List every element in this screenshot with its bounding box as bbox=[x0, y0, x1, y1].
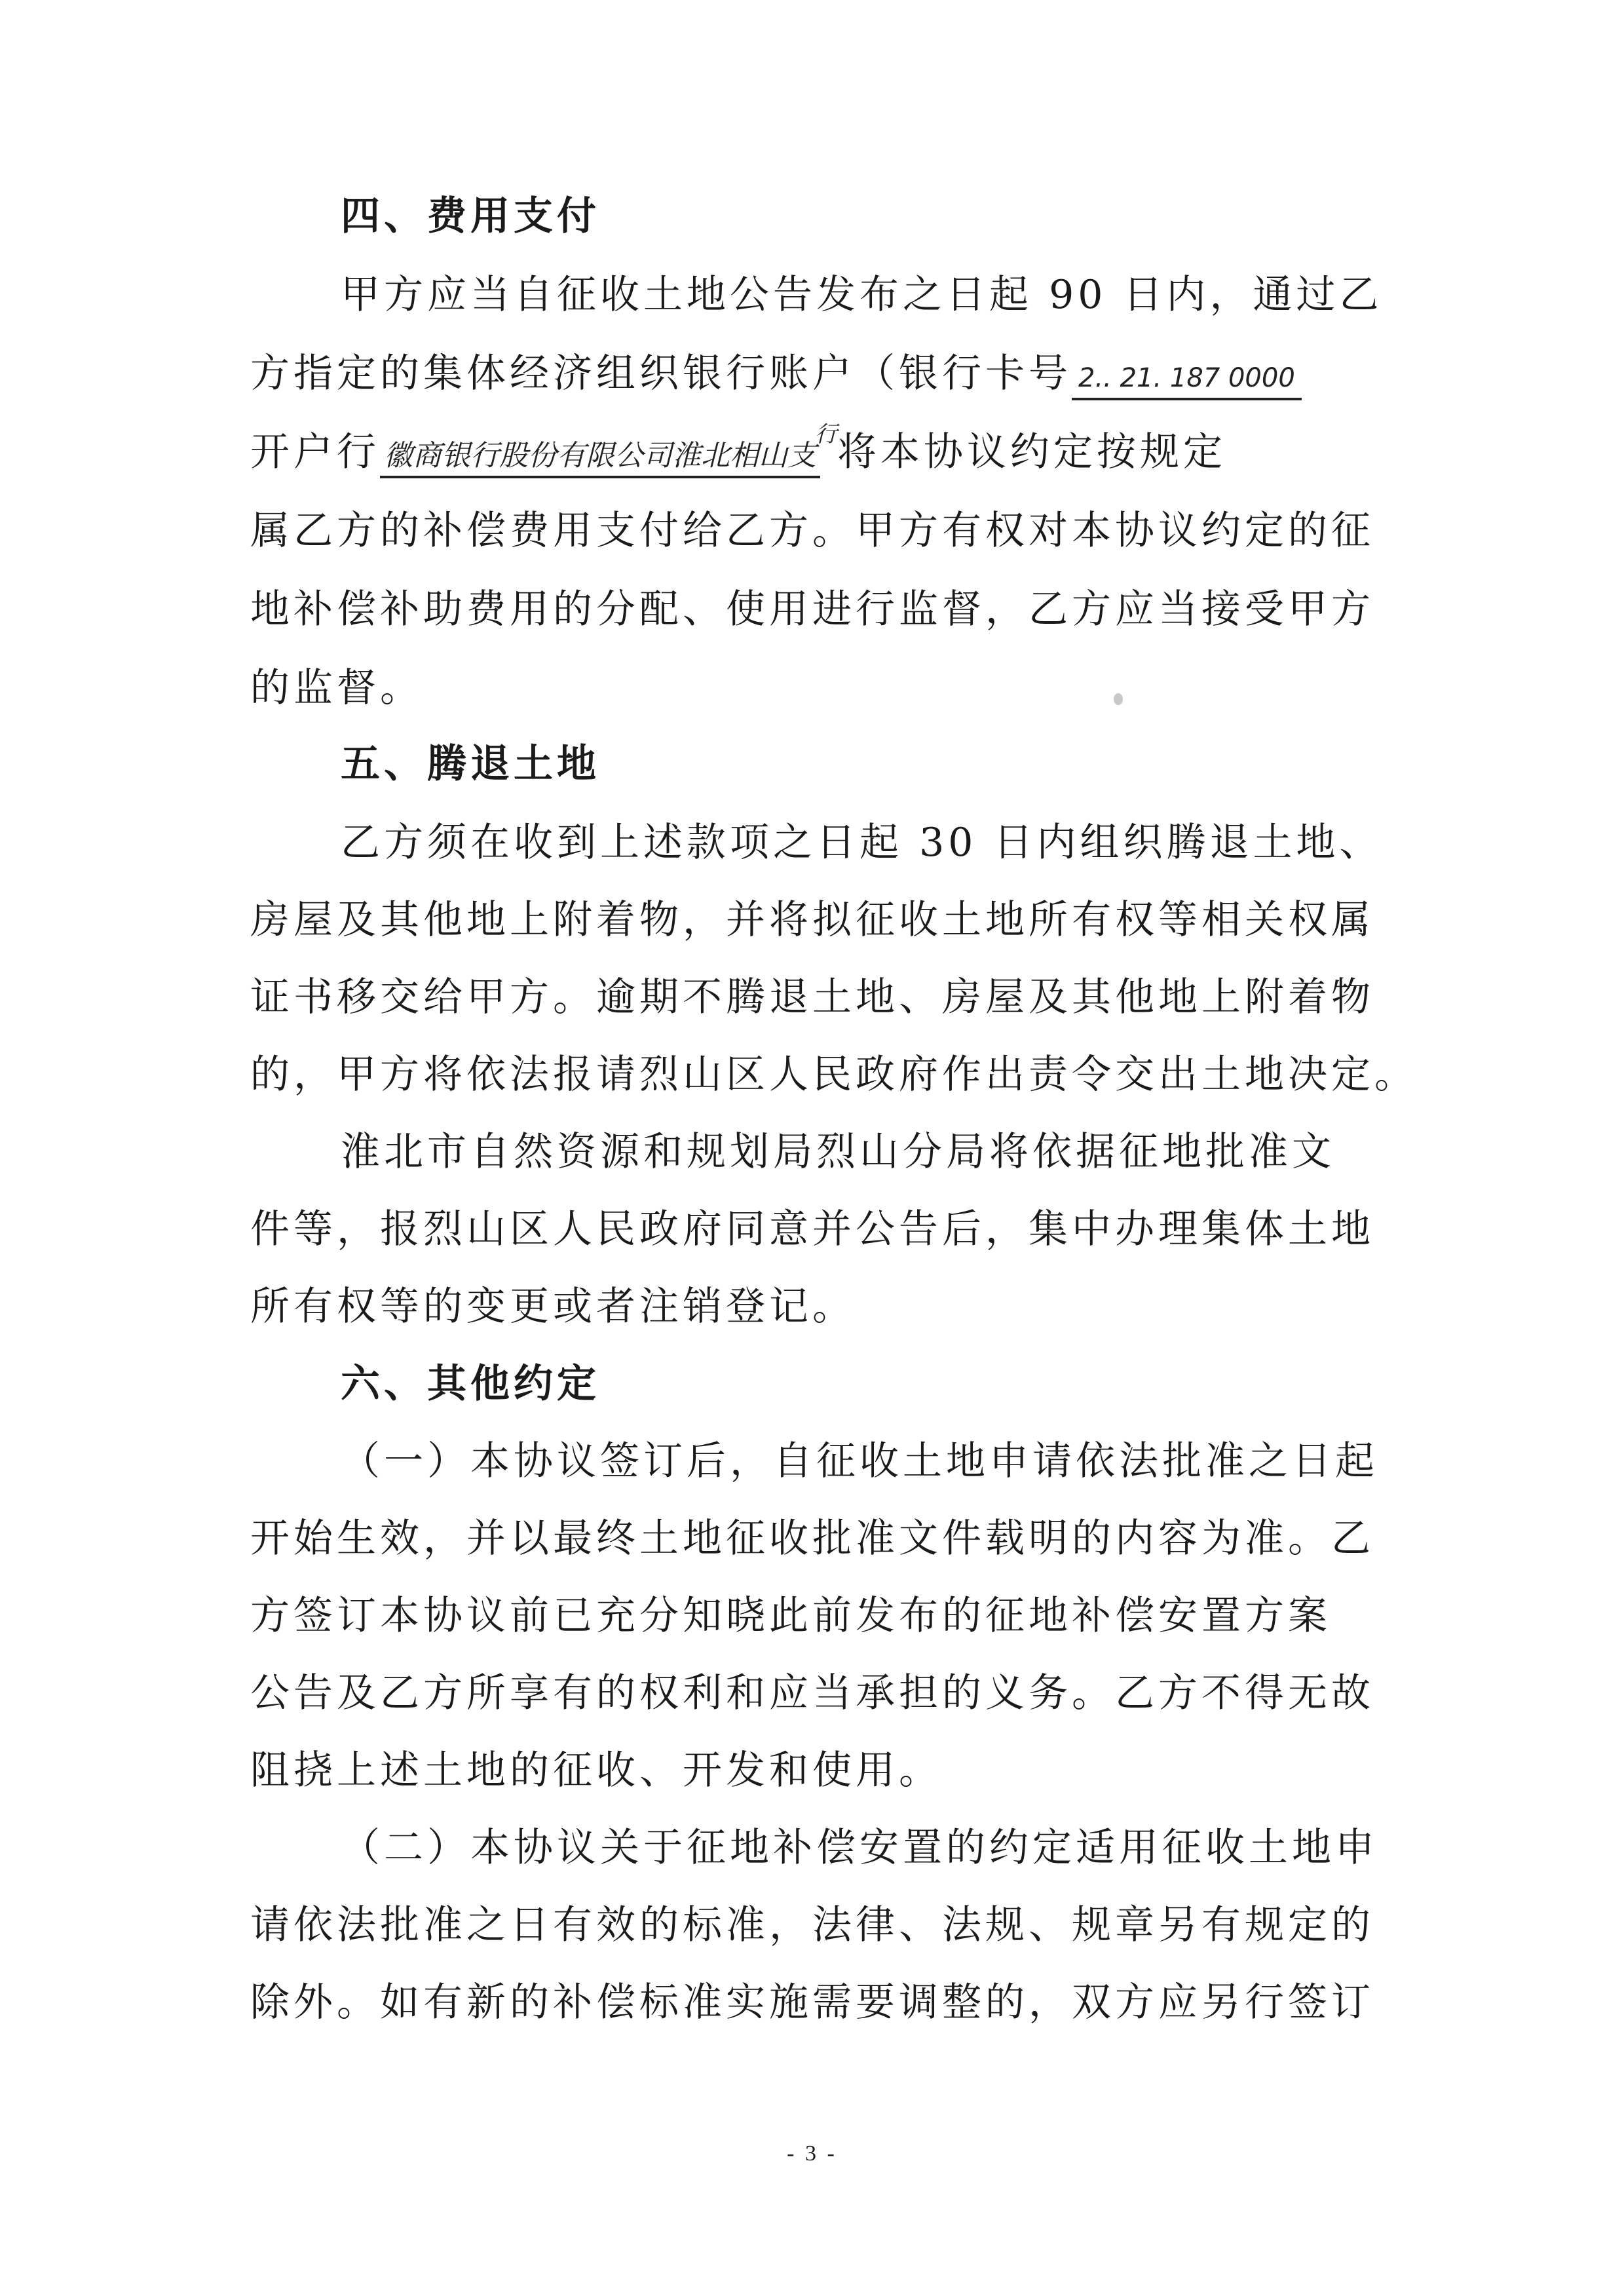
paragraph-line: 地补偿补助费用的分配、使用进行监督，乙方应当接受甲方 bbox=[250, 586, 1374, 632]
paragraph-line: 公告及乙方所享有的权利和应当承担的义务。乙方不得无故 bbox=[250, 1670, 1374, 1716]
page-number: - 3 - bbox=[787, 2141, 837, 2166]
paragraph-line: 件等，报烈山区人民政府同意并公告后，集中办理集体土地 bbox=[250, 1206, 1374, 1252]
section-heading-payment: 四、费用支付 bbox=[341, 193, 600, 239]
handwritten-bank-suffix: 行 bbox=[815, 421, 837, 448]
paragraph-line: 请依法批准之日有效的标准，法律、法规、规章另有规定的 bbox=[250, 1902, 1374, 1948]
paragraph-line: 除外。如有新的补偿标准实施需要调整的，双方应另行签订 bbox=[250, 1980, 1374, 2025]
paragraph-line: 证书移交给甲方。逾期不腾退土地、房屋及其他地上附着物 bbox=[250, 974, 1374, 1020]
paragraph-line: 乙方须在收到上述款项之日起 30 日内组织腾退土地、 bbox=[341, 820, 1383, 866]
paragraph-text: 方指定的集体经济组织银行账户（银行卡号 bbox=[250, 351, 1072, 396]
paragraph-text: 开户行 bbox=[250, 429, 380, 475]
paragraph-line: 房屋及其他地上附着物，并将拟征收土地所有权等相关权属 bbox=[250, 897, 1374, 943]
paragraph-line: 所有权等的变更或者注销登记。 bbox=[250, 1284, 856, 1330]
paragraph-line: 阻挠上述土地的征收、开发和使用。 bbox=[250, 1748, 942, 1793]
paragraph-line: 甲方应当自征收土地公告发布之日起 90 日内，通过乙 bbox=[341, 272, 1383, 318]
paragraph-line: 方签订本协议前已充分知晓此前发布的征地补偿安置方案 bbox=[250, 1593, 1331, 1639]
paragraph-line: 的监督。 bbox=[250, 665, 423, 711]
paragraph-line: 属乙方的补偿费用支付给乙方。甲方有权对本协议约定的征 bbox=[250, 508, 1374, 554]
paragraph-line bbox=[250, 421, 1226, 478]
paragraph-line: 开始生效，并以最终土地征收批准文件载明的内容为准。乙 bbox=[250, 1516, 1374, 1561]
paragraph-line: 淮北市自然资源和规划局烈山分局将依据征地批准文 bbox=[341, 1129, 1335, 1175]
paragraph-line: （二）本协议关于征地补偿安置的约定适用征收土地申 bbox=[341, 1825, 1378, 1871]
handwritten-bank-name: 徽商银行股份有限公司淮北相山支 bbox=[380, 436, 820, 478]
paragraph-line: 的，甲方将依法报请烈山区人民政府作出责令交出土地决定。 bbox=[250, 1052, 1418, 1098]
scan-speck bbox=[1114, 693, 1123, 705]
section-heading-other-agreements: 六、其他约定 bbox=[341, 1361, 600, 1407]
paragraph-line: （一）本协议签订后，自征收土地申请依法批准之日起 bbox=[341, 1438, 1378, 1484]
section-heading-vacate-land: 五、腾退土地 bbox=[341, 741, 600, 787]
paragraph-text: 将本协议约定按规定 bbox=[837, 429, 1226, 475]
paragraph-line bbox=[250, 351, 1302, 400]
handwritten-card-number: 2.. 21. 187 0000 bbox=[1072, 358, 1302, 400]
